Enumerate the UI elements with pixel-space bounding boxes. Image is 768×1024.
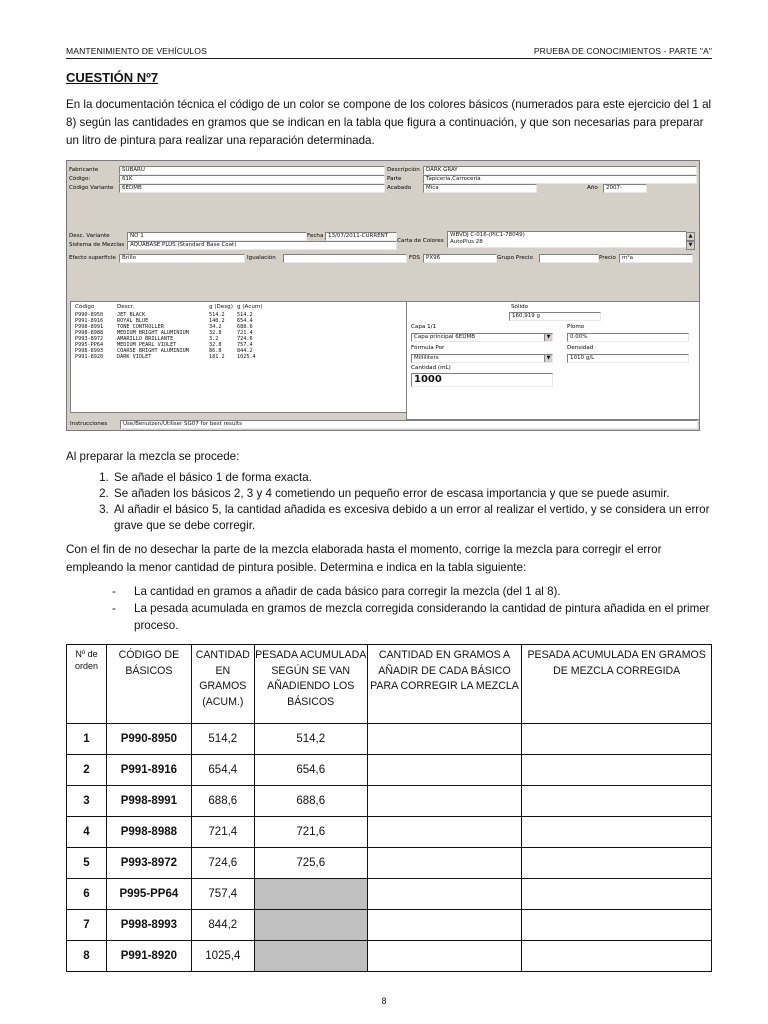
col-header-cantidad: CANTIDAD EN GRAMOS (ACUM.) <box>191 645 254 724</box>
formula-label: Fórmula Por <box>411 345 445 351</box>
cell-corregir[interactable] <box>367 910 522 941</box>
intro-paragraph: En la documentación técnica el código de un color se compone de los colores básicos (numerados para este ejercicio del 1 al 8) según las cantidades en gramos que se indican en la tabla que figura a continuación, y que son necesarias para preparar un litro de pintura para realizar una reparación determinada. <box>66 98 712 147</box>
col-acum: g (Acum) <box>237 304 263 310</box>
cell-cantidad: 757,4 <box>191 879 254 910</box>
cell-codigo: P993-8972 <box>106 848 191 879</box>
cell-pesada: 725,6 <box>254 848 367 879</box>
fds-label: FDS <box>409 255 421 261</box>
plomo-field: 0.00% <box>567 333 689 342</box>
cell-cantidad: 514,2 <box>191 724 254 755</box>
cell-orden: 8 <box>67 941 107 972</box>
cell-orden: 5 <box>67 848 107 879</box>
formula-side-panel <box>406 301 700 420</box>
header-left: MANTENIMIENTO DE VEHÍCULOS <box>66 46 207 56</box>
page-number: 8 <box>381 996 387 1006</box>
cell-corregida[interactable] <box>522 817 712 848</box>
capa-label: Capa 1/1 <box>411 324 437 330</box>
cell-pesada: 654,6 <box>254 755 367 786</box>
sistema-label: Sistema de Mezclas <box>69 242 125 248</box>
capa-select[interactable]: Capa principal 6EDMB ▼ <box>411 333 553 342</box>
table-row <box>67 941 712 972</box>
densidad-label: Densidad <box>567 345 594 351</box>
instrucciones-row <box>70 420 696 428</box>
step-item: 2. Se añaden los básicos 2, 3 y 4 cometiendo un pequeño error de escasa importancia y que se puede asumir. <box>112 486 740 502</box>
anio-field: 2007- <box>603 184 647 193</box>
col-header-codigo: CÓDIGO DE BÁSICOS <box>106 645 191 724</box>
codigo-field: 61K <box>119 175 385 184</box>
cell-corregida[interactable] <box>522 786 712 817</box>
descripcion-label: Descripción <box>387 167 420 173</box>
acabado-label: Acabado <box>387 185 412 191</box>
col-header-pesada: PESADA ACUMULADA SEGÚN SE VAN AÑADIENDO LOS BÁSICOS <box>254 645 367 724</box>
parte-field: Tapicería,Carrocería <box>423 175 697 184</box>
cell-pesada-shaded <box>254 941 367 972</box>
fecha-field: 13/07/2011-CURRENT <box>325 232 397 241</box>
paint-formula-screenshot <box>66 160 700 431</box>
fabricante-label: Fabricante <box>69 167 99 173</box>
cell-orden: 2 <box>67 755 107 786</box>
desc-variante-label: Desc. Variante <box>69 233 110 239</box>
col-desg: g (Desg) <box>209 304 233 310</box>
cantidad-label: Cantidad (mL) <box>411 365 451 371</box>
fds-field: PX96 <box>423 254 497 263</box>
cell-pesada: 688,6 <box>254 786 367 817</box>
efecto-field: Brillo <box>119 254 245 263</box>
cell-corregida[interactable] <box>522 941 712 972</box>
formula-list[interactable]: Código Descr. g (Desg) g (Acum) P990-8950 JET BLACK 514.2 514.2 P991-8916 ROYAL BLUE 140.2 654.4 P998-8991 TONE CONTROLLER 34.2 688.6 P998-8988 MEDIUM BRIGHT ALUMINIUM 32.8 721.4 P993-8972 AMARILLO BRILLANTE 3.2 724.6 P995-PP64 MEDIUM PEARL VIOLET 32.8 757.4 P998-8993 COARSE BRIGHT ALUMINIUM 86.8 844.2 P991-8920 DARK VIOLET 181.2 1025.4 <box>70 301 408 413</box>
cell-codigo: P998-8988 <box>106 817 191 848</box>
grupo-label: Grupo Precio <box>497 255 533 261</box>
col-header-corregir: CANTIDAD EN GRAMOS A AÑADIR DE CADA BÁSICO PARA CORREGIR LA MEZCLA <box>367 645 522 724</box>
precio-label: Precio <box>599 255 616 261</box>
cell-corregir[interactable] <box>367 941 522 972</box>
plomo-label: Plomo <box>567 324 585 330</box>
col-descr: Descr. <box>117 304 135 310</box>
cell-corregir[interactable] <box>367 879 522 910</box>
cell-pesada-shaded <box>254 910 367 941</box>
cell-codigo: P998-8991 <box>106 786 191 817</box>
cell-corregida[interactable] <box>522 910 712 941</box>
cell-corregir[interactable] <box>367 817 522 848</box>
table-row <box>67 786 712 817</box>
precio-field: m²a <box>619 254 693 263</box>
cell-pesada: 514,2 <box>254 724 367 755</box>
table-row <box>67 879 712 910</box>
carta-line-1: WBVDJ C-016-(PIC1-78049) <box>450 232 525 238</box>
col-header-corregida: PESADA ACUMULADA EN GRAMOS DE MEZCLA CORREGIDA <box>522 645 712 724</box>
cell-orden: 7 <box>67 910 107 941</box>
chevron-down-icon[interactable]: ▼ <box>544 355 552 362</box>
cell-corregir[interactable] <box>367 724 522 755</box>
instr-field: Use/Benutzen/Utiliser SG07 for best results <box>120 420 698 429</box>
grupo-field <box>539 254 599 263</box>
cantidad-input[interactable]: 1000 <box>411 373 553 387</box>
variante-label: Código Variante <box>69 185 114 191</box>
cell-codigo: P990-8950 <box>106 724 191 755</box>
efecto-label: Efecto superficie <box>69 255 116 261</box>
table-row <box>67 817 712 848</box>
cell-codigo: P991-8916 <box>106 755 191 786</box>
chevron-down-icon[interactable]: ▼ <box>544 334 552 341</box>
densidad-field: 1010 g/L <box>567 354 689 363</box>
igualacion-label: Igualación <box>247 255 276 261</box>
cell-cantidad: 654,4 <box>191 755 254 786</box>
acabado-field: Mica <box>423 184 537 193</box>
cell-codigo: P991-8920 <box>106 941 191 972</box>
steps-list <box>90 470 740 534</box>
table-header-row <box>67 645 712 724</box>
carta-scroll-down[interactable]: ▼ <box>686 241 695 250</box>
cell-codigo: P998-8993 <box>106 910 191 941</box>
cell-orden: 4 <box>67 817 107 848</box>
cell-pesada: 721,6 <box>254 817 367 848</box>
anio-label: Año <box>587 185 598 191</box>
carta-scroll-up[interactable]: ▲ <box>686 232 695 241</box>
solido-label: Sólido <box>511 304 529 310</box>
descripcion-field: DARK GRAY <box>423 166 697 175</box>
sistema-field: AQUABASE PLUS (Standard Base Coat) <box>127 241 397 250</box>
cell-cantidad: 1025,4 <box>191 941 254 972</box>
preparar-text: Al preparar la mezcla se procede: <box>66 450 240 463</box>
cell-orden: 1 <box>67 724 107 755</box>
question-title: CUESTIÓN Nº7 <box>66 70 159 85</box>
fin-paragraph: Con el fin de no desechar la parte de la mezcla elaborada hasta el momento, corrige la mezcla para corregir el error empleando la menor cantidad de pintura posible. Determina e indica en la tabla siguiente: <box>66 543 662 574</box>
formula-select[interactable]: Milliliters ▼ <box>411 354 553 363</box>
desc-variante-field: NO 1 <box>127 232 307 241</box>
igualacion-field <box>283 254 407 263</box>
header-right: PRUEBA DE CONOCIMIENTOS - PARTE "A" <box>533 46 712 56</box>
table-row <box>67 755 712 786</box>
cell-codigo: P995-PP64 <box>106 879 191 910</box>
bullet-item: - La pesada acumulada en gramos de mezcla corregida considerando la cantidad de pintura añadida en el primer proceso. <box>134 600 740 634</box>
cell-cantidad: 844,2 <box>191 910 254 941</box>
cell-corregida[interactable] <box>522 848 712 879</box>
table-row <box>67 848 712 879</box>
answer-table <box>66 644 712 972</box>
fabricante-field: SUBARU <box>119 166 385 175</box>
parte-label: Parte <box>387 176 402 182</box>
carta-label: Carta de Colores <box>397 238 444 244</box>
instruction-bullets <box>112 583 740 634</box>
solido-field: 160,919 g <box>509 312 601 321</box>
step-item: 1. Se añade el básico 1 de forma exacta. <box>112 470 740 486</box>
fecha-label: Fecha <box>307 233 324 239</box>
cell-cantidad: 721,4 <box>191 817 254 848</box>
cell-pesada-shaded <box>254 879 367 910</box>
cell-cantidad: 724,6 <box>191 848 254 879</box>
page-header <box>66 44 712 59</box>
bullet-item: - La cantidad en gramos a añadir de cada básico para corregir la mezcla (del 1 al 8). <box>134 583 740 600</box>
cell-corregida[interactable] <box>522 879 712 910</box>
cell-corregir[interactable] <box>367 755 522 786</box>
table-row <box>67 724 712 755</box>
instr-label: Instrucciones <box>70 421 108 427</box>
col-codigo: Código <box>75 304 95 310</box>
codigo-label: Código: <box>69 176 91 182</box>
cell-corregir[interactable] <box>367 786 522 817</box>
cell-orden: 6 <box>67 879 107 910</box>
cell-corregida[interactable] <box>522 724 712 755</box>
table-row <box>67 910 712 941</box>
cell-orden: 3 <box>67 786 107 817</box>
cell-corregida[interactable] <box>522 755 712 786</box>
carta-field <box>447 231 687 248</box>
cell-corregir[interactable] <box>367 848 522 879</box>
col-header-orden: Nº de orden <box>67 645 107 724</box>
variante-field: 6EDMB <box>119 184 385 193</box>
cell-cantidad: 688,6 <box>191 786 254 817</box>
carta-line-2: AutoPlus 28 <box>450 239 483 245</box>
step-item: 3. Al añadir el básico 5, la cantidad añadida es excesiva debido a un error al realizar el vertido, y se considera un error grave que se debe corregir. <box>112 502 740 534</box>
